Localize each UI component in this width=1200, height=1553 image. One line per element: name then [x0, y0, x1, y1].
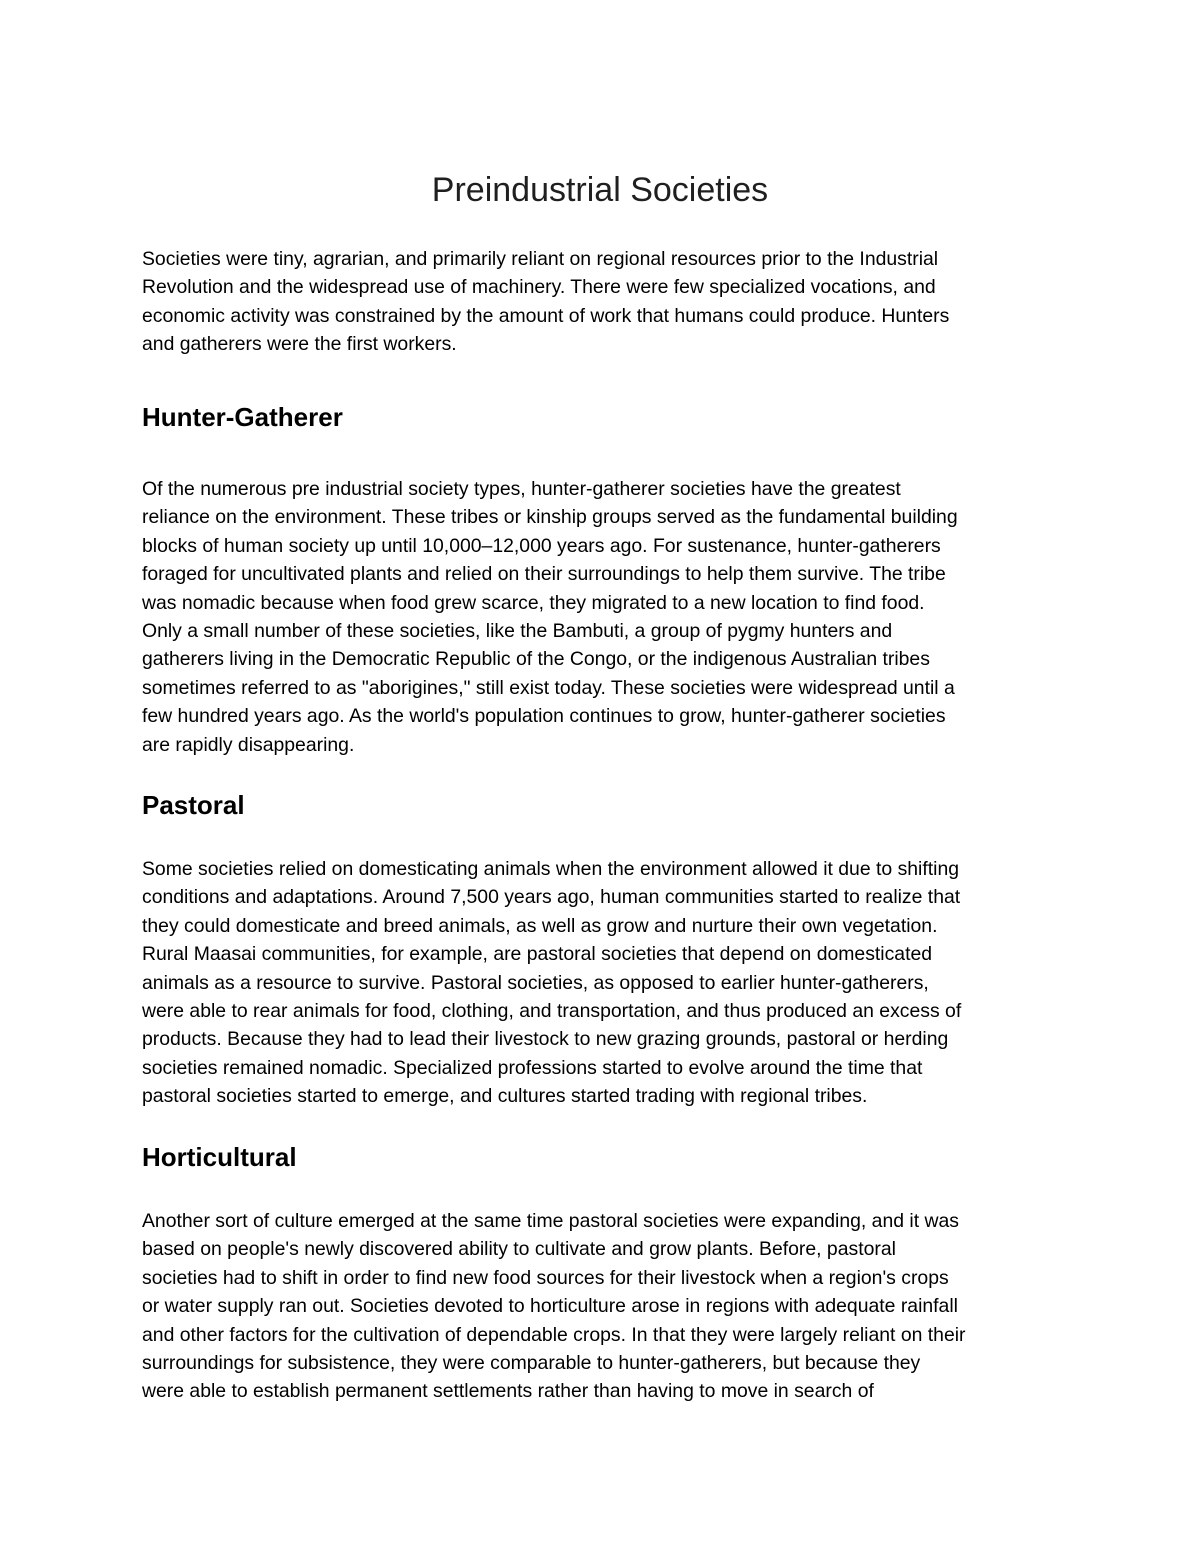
text-line: economic activity was constrained by the amount of work that humans could produce. Hunters: [142, 304, 950, 327]
text-line: animals as a resource to survive. Pastoral societies, as opposed to earlier hunter-gatherers,: [142, 971, 929, 994]
text-line: reliance on the environment. These tribes or kinship groups served as the fundamental building: [142, 506, 958, 529]
text-line: and gatherers were the first workers.: [142, 333, 457, 356]
text-line: was nomadic because when food grew scarce, they migrated to a new location to find food.: [142, 591, 925, 614]
text-line: and other factors for the cultivation of dependable crops. In that they were largely reliant on their: [142, 1323, 966, 1346]
text-line: are rapidly disappearing.: [142, 733, 355, 756]
horticultural-paragraph: [142, 1207, 1067, 1406]
text-line: Only a small number of these societies, like the Bambuti, a group of pygmy hunters and: [142, 620, 893, 643]
text-line: were able to establish permanent settlements rather than having to move in search of: [142, 1380, 874, 1403]
text-line: or water supply ran out. Societies devoted to horticulture arose in regions with adequate rainfall: [142, 1295, 958, 1318]
text-line: societies had to shift in order to find new food sources for their livestock when a region's crops: [142, 1266, 949, 1289]
text-line: Societies were tiny, agrarian, and primarily reliant on regional resources prior to the Industrial: [142, 248, 939, 270]
section-heading-horticultural: Horticultural: [142, 1142, 297, 1172]
text-line: based on people's newly discovered ability to cultivate and grow plants. Before, pastoral: [142, 1238, 896, 1261]
text-line: societies remained nomadic. Specialized professions started to evolve around the time that: [142, 1056, 923, 1079]
text-line: Another sort of culture emerged at the same time pastoral societies were expanding, and it was: [142, 1210, 959, 1232]
text-line: blocks of human society up until 10,000–12,000 years ago. For sustenance, hunter-gatherers: [142, 534, 941, 557]
intro-paragraph: [142, 245, 1067, 359]
page-title: Preindustrial Societies: [431, 171, 769, 209]
text-line: gatherers living in the Democratic Republic of the Congo, or the indigenous Australian tribes: [142, 648, 930, 671]
text-line: were able to rear animals for food, clothing, and transportation, and thus produced an excess of: [142, 1000, 962, 1023]
text-line: conditions and adaptations. Around 7,500 years ago, human communities started to realize that: [142, 886, 961, 909]
text-line: Rural Maasai communities, for example, are pastoral societies that depend on domesticated: [142, 943, 933, 966]
text-line: Some societies relied on domesticating animals when the environment allowed it due to shifting: [142, 858, 960, 880]
pastoral-paragraph: [142, 855, 1067, 1111]
text-line: foraged for uncultivated plants and relied on their surroundings to help them survive. The tribe: [142, 563, 946, 586]
text-line: pastoral societies started to emerge, and cultures started trading with regional tribes.: [142, 1085, 868, 1108]
text-line: Of the numerous pre industrial society types, hunter-gatherer societies have the greatest: [142, 478, 901, 500]
section-heading-hunter-gatherer: Hunter-Gatherer: [142, 402, 343, 432]
text-line: Revolution and the widespread use of machinery. There were few specialized vocations, and: [142, 276, 936, 299]
section-heading-pastoral: Pastoral: [142, 790, 245, 820]
hunter-gatherer-paragraph: [142, 475, 1067, 759]
text-line: they could domesticate and breed animals, as well as grow and nurture their own vegetation.: [142, 914, 938, 937]
text-line: sometimes referred to as "aborigines," still exist today. These societies were widespread until a: [142, 676, 955, 699]
text-line: products. Because they had to lead their livestock to new grazing grounds, pastoral or herding: [142, 1028, 949, 1051]
text-line: surroundings for subsistence, they were comparable to hunter-gatherers, but because they: [142, 1352, 921, 1375]
text-line: few hundred years ago. As the world's population continues to grow, hunter-gatherer societies: [142, 705, 946, 728]
